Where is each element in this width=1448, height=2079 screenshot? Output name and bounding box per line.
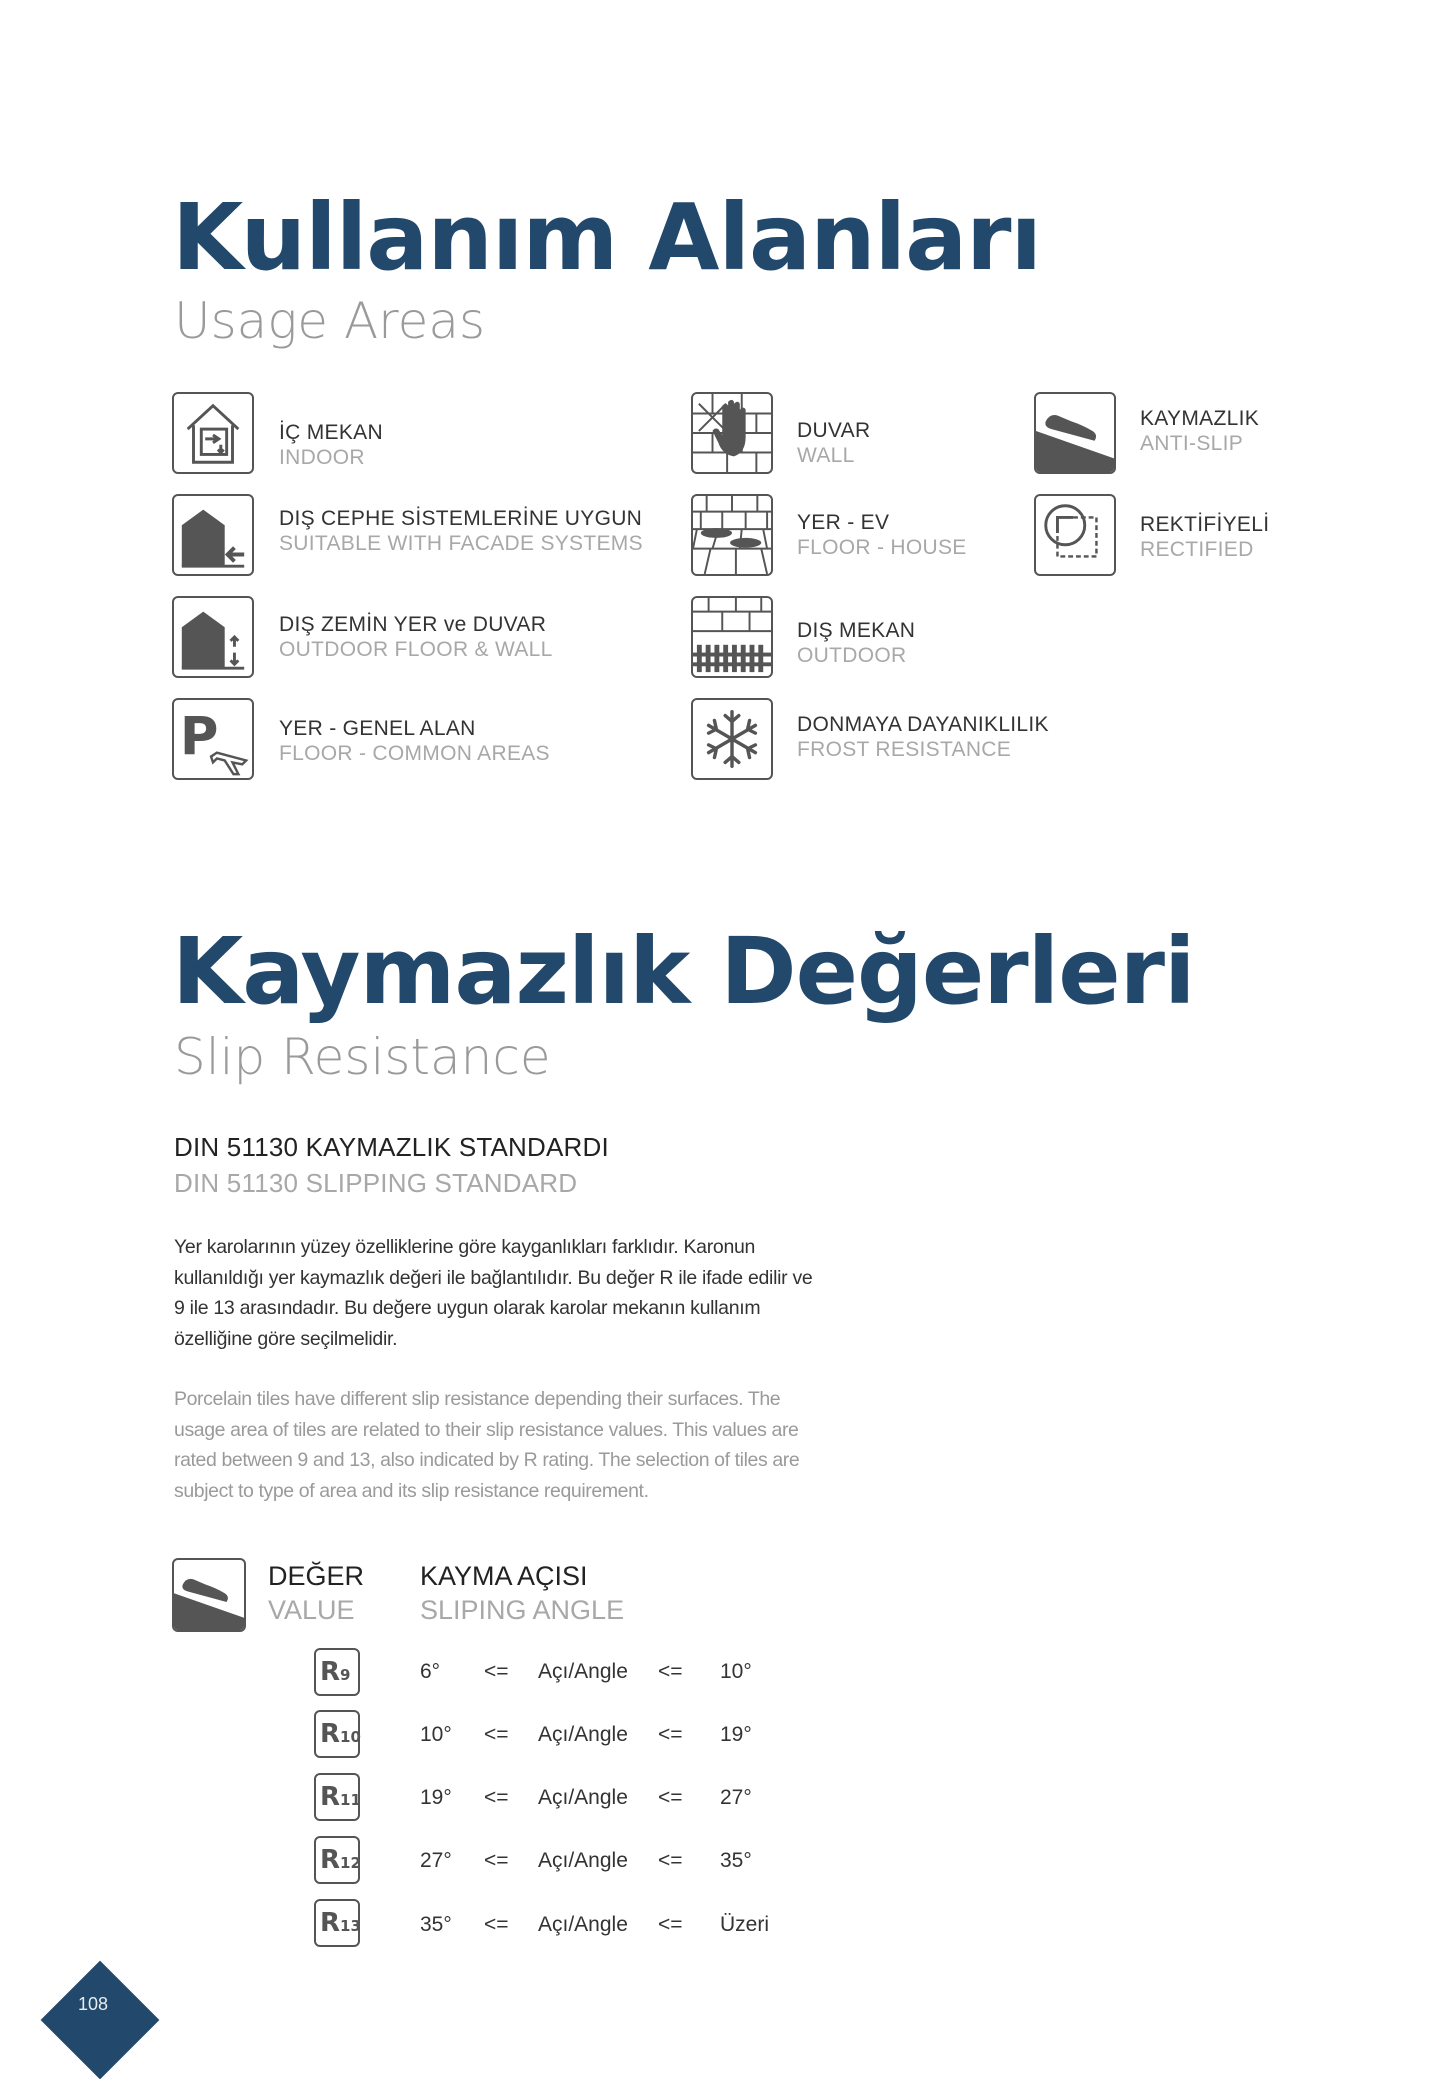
svg-text:P: P xyxy=(179,706,219,768)
parking-airport-icon xyxy=(172,698,254,780)
operator: <= xyxy=(484,1660,509,1683)
operator: <= xyxy=(484,1786,509,1809)
description-en: Porcelain tiles have different slip resistance depending their surfaces. The usage area of tiles are related to their slip resistance values. This values are rated between 9 and 13, also indicated by R rating. The selection of tiles are subject to type of area and its slip resistance requirement. xyxy=(174,1388,800,1502)
usage-item-anti-slip: KAYMAZLIK ANTI-SLIP xyxy=(1140,407,1260,456)
angle-header: KAYMA AÇISI SLIPING ANGLE xyxy=(420,1561,625,1625)
shoe-slope-icon xyxy=(1034,392,1116,474)
usage-subtitle: Usage Areas xyxy=(174,292,486,350)
wall-hand-icon xyxy=(691,392,773,474)
r-rating-badge: R13 xyxy=(314,1899,360,1947)
fence-icon xyxy=(691,596,773,678)
usage-title: Kullanım Alanları xyxy=(172,184,1042,291)
operator: <= xyxy=(658,1723,683,1746)
angle-label: Açı/Angle xyxy=(538,1786,628,1809)
max-angle: 35° xyxy=(720,1849,752,1872)
usage-item-wall: DUVAR WALL xyxy=(797,419,871,468)
angle-label: Açı/Angle xyxy=(538,1849,628,1872)
description-tr: Yer karolarının yüzey özelliklerine göre kayganlıkları farklıdır. Karonun kullanıldığı yer kaymazlık değeri ile bağlantılıdır. Bu değer R ile ifade edilir ve 9 ile 13 arasındadır. Bu değere uygun olarak karolar mekanın kullanım özelliğine göre seçilmelidir. xyxy=(174,1236,813,1350)
outdoor-floor-wall-icon xyxy=(172,596,254,678)
operator: <= xyxy=(484,1723,509,1746)
snowflake-icon xyxy=(691,698,773,780)
min-angle: 6° xyxy=(420,1660,441,1683)
shoe-slope-icon xyxy=(172,1558,246,1632)
min-angle: 19° xyxy=(420,1786,452,1809)
facade-icon xyxy=(172,494,254,576)
angle-label: Açı/Angle xyxy=(538,1913,628,1936)
floor-footprints-icon xyxy=(691,494,773,576)
operator: <= xyxy=(484,1913,509,1936)
min-angle: 35° xyxy=(420,1913,452,1936)
operator: <= xyxy=(658,1849,683,1872)
usage-item-common-areas: YER - GENEL ALAN FLOOR - COMMON AREAS xyxy=(279,717,550,766)
page-number-badge xyxy=(41,1961,160,2079)
standard-title-tr: DIN 51130 KAYMAZLIK STANDARDI xyxy=(174,1132,609,1162)
rectified-icon xyxy=(1034,494,1116,576)
usage-item-floor-house: YER - EV FLOOR - HOUSE xyxy=(797,511,967,560)
usage-item-rectified: REKTİFİYELİ RECTIFIED xyxy=(1140,513,1270,562)
standard-title-en: DIN 51130 SLIPPING STANDARD xyxy=(174,1168,578,1198)
usage-item-outdoor-floor-wall: DIŞ ZEMİN YER ve DUVAR OUTDOOR FLOOR & WALL xyxy=(279,613,553,662)
angle-label: Açı/Angle xyxy=(538,1660,628,1683)
operator: <= xyxy=(658,1786,683,1809)
usage-item-facade: DIŞ CEPHE SİSTEMLERİNE UYGUN SUITABLE WITH FACADE SYSTEMS xyxy=(279,507,643,556)
page-number: 108 xyxy=(78,1994,109,2014)
usage-item-outdoor: DIŞ MEKAN OUTDOOR xyxy=(797,619,916,668)
usage-item-indoor: İÇ MEKAN INDOOR xyxy=(279,421,383,470)
r-rating-badge: R9 xyxy=(314,1648,360,1696)
slip-title: Kaymazlık Değerleri xyxy=(172,918,1195,1025)
max-angle: Üzeri xyxy=(720,1913,770,1936)
max-angle: 27° xyxy=(720,1786,752,1809)
r-rating-badge: R12 xyxy=(314,1836,360,1884)
operator: <= xyxy=(484,1849,509,1872)
r-rating-badge: R10 xyxy=(314,1710,360,1758)
operator: <= xyxy=(658,1913,683,1936)
r-rating-badge: R11 xyxy=(314,1773,360,1821)
value-header: DEĞER VALUE xyxy=(268,1561,365,1625)
indoor-house-icon xyxy=(172,392,254,474)
min-angle: 10° xyxy=(420,1723,452,1746)
operator: <= xyxy=(658,1660,683,1683)
max-angle: 19° xyxy=(720,1723,752,1746)
angle-label: Açı/Angle xyxy=(538,1723,628,1746)
min-angle: 27° xyxy=(420,1849,452,1872)
slip-subtitle: Slip Resistance xyxy=(174,1028,551,1086)
max-angle: 10° xyxy=(720,1660,752,1683)
usage-item-frost-resistance: DONMAYA DAYANIKLILIK FROST RESISTANCE xyxy=(797,713,1049,762)
